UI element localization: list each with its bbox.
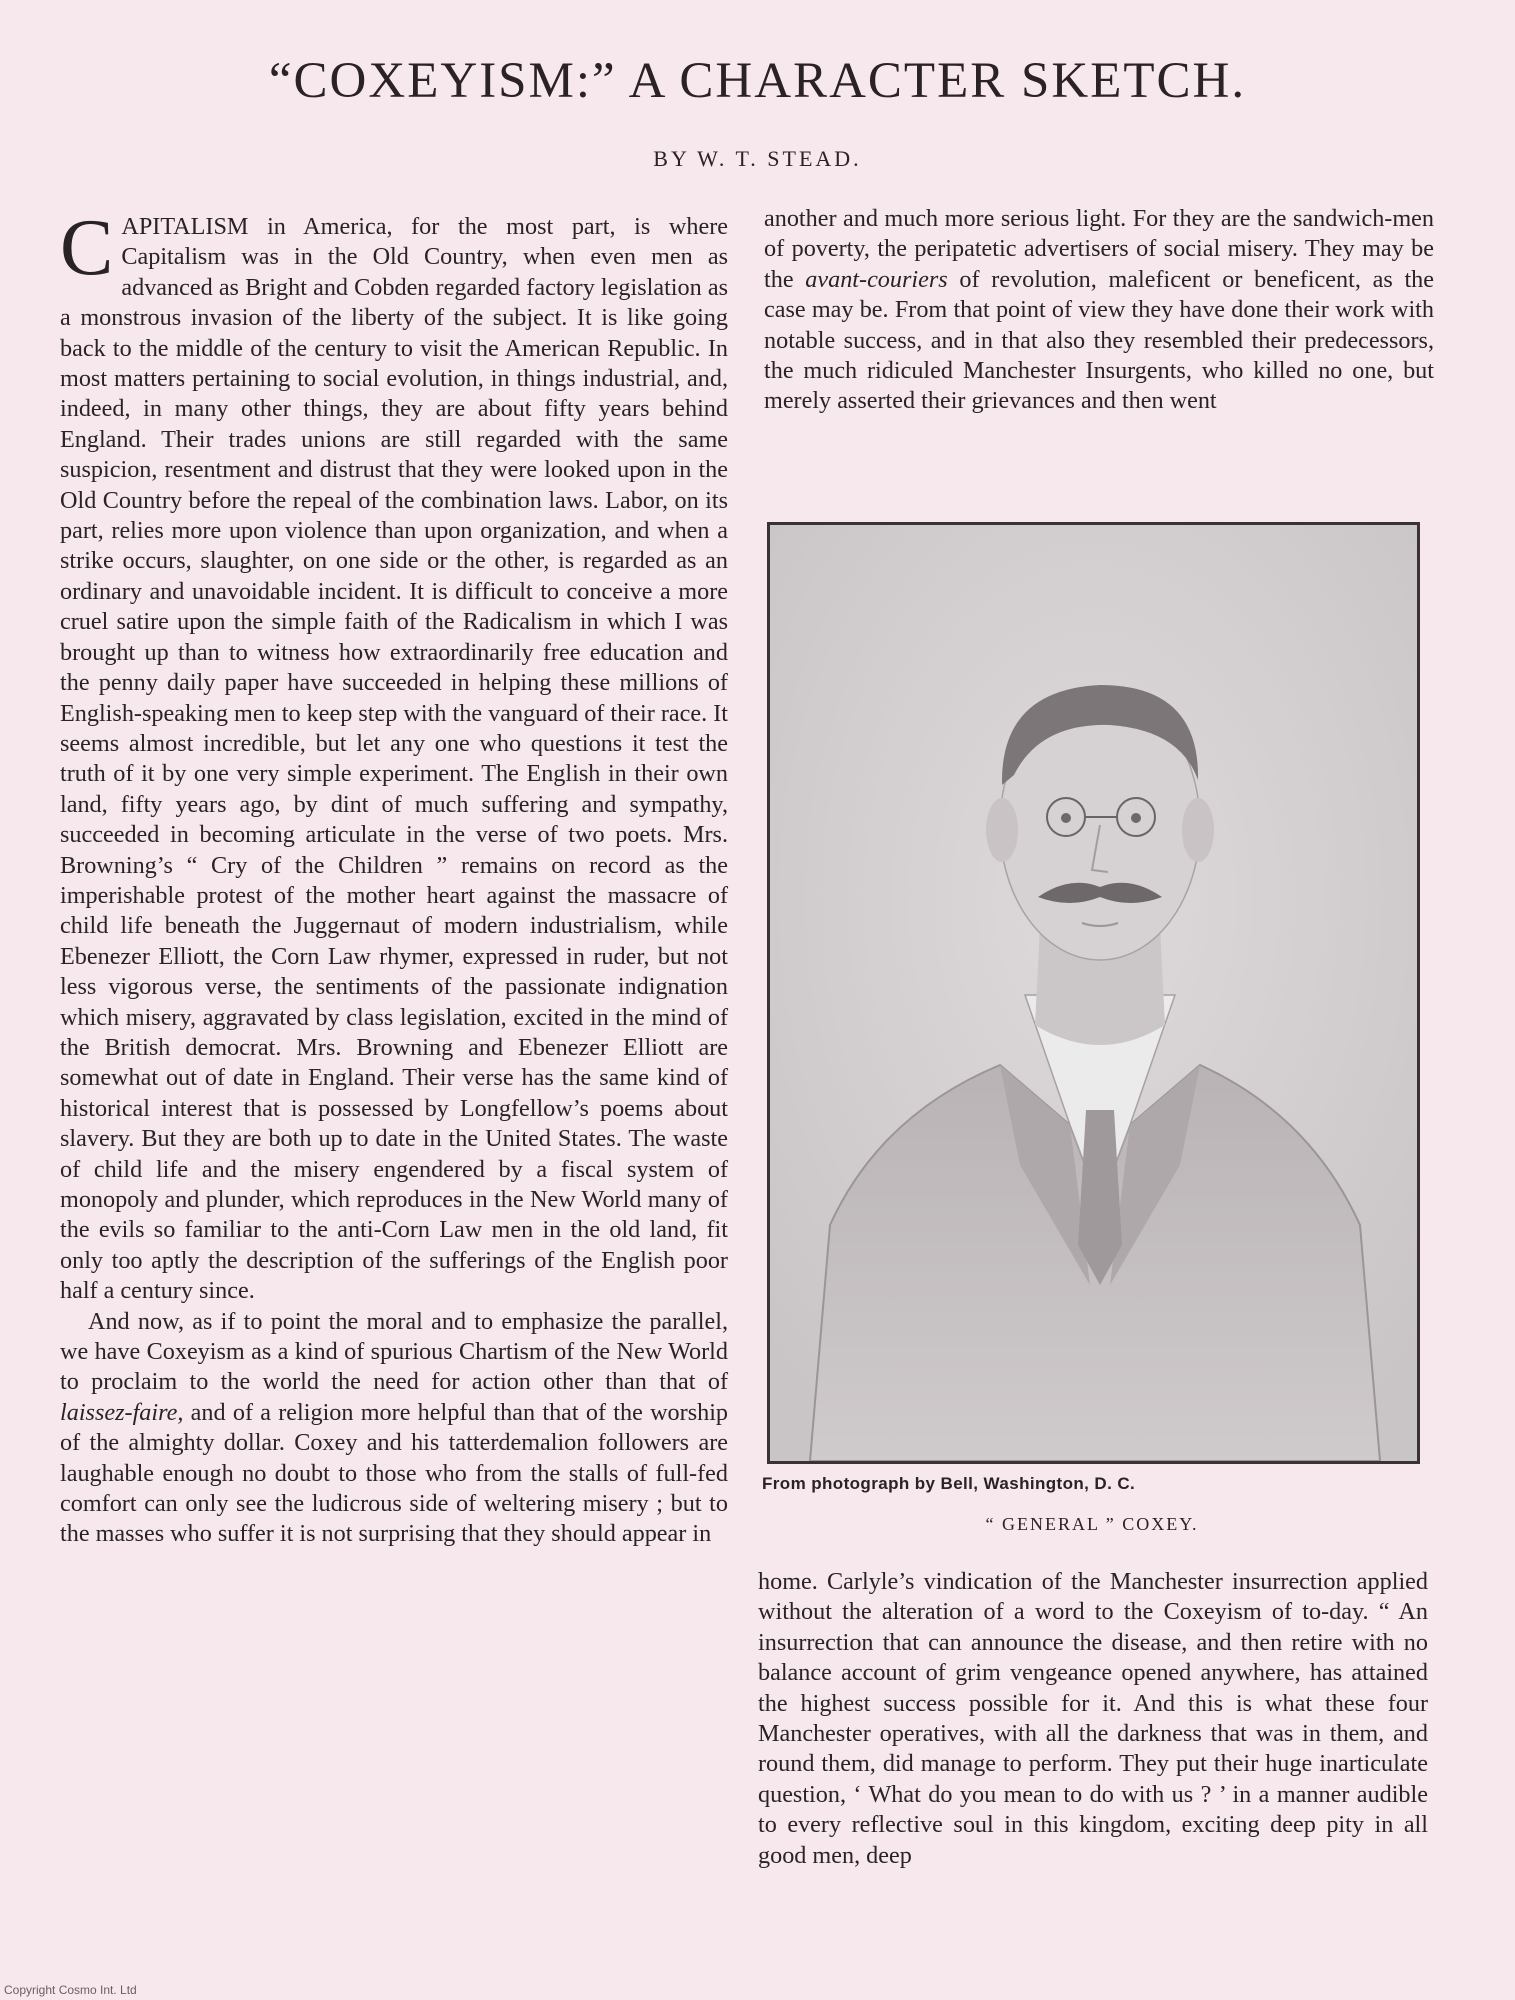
portrait-illustration	[770, 525, 1417, 1461]
article-byline: BY W. T. STEAD.	[653, 146, 862, 171]
paragraph-text: and of a religion more helpful than that of the worship of the almighty dollar. Coxey and his tatterdemalion followers are laughable enough no doubt to those who from the stalls of full-fed comfort can only see the ludicrous side of weltering misery ; but to the masses who suffer it is not surprising that they should appear in	[60, 1398, 729, 1548]
photo-caption: “ GENERAL ” COXEY.	[985, 1514, 1199, 1534]
drop-cap: C	[60, 204, 114, 292]
paragraph-text: And now, as if to point the moral and to emphasize the parallel, we have Coxeyism as a kind of spurious Chartism of the New World to proclaim to the world the need for action other than that of	[60, 1307, 728, 1396]
italic-phrase: avant-couriers	[805, 265, 948, 293]
article-title: “COXEYISM:” A CHARACTER SKETCH.	[268, 53, 1247, 109]
paragraph-text: another and much more serious light. For they are the sandwich-men of poverty, the peripatetic advertisers of social misery. They may be the	[764, 205, 1434, 293]
paragraph-text: of revolution, maleficent or beneficent, as the case may be. From that point of view they have done their work with notable success, and in that also they resembled their predecessors, the much ridiculed Manchester Insurgents, who killed no one, but merely asserted their grievances and then went	[764, 265, 1435, 415]
portrait-photo	[767, 522, 1420, 1464]
paragraph-text: APITALISM in America, for the most part, is where Capitalism was in the Old Country, when even men as advanced as Bright and Cobden regarded factory legislation as a monstrous invasion of the liberty of the subject. It is like going back to the middle of the century to visit the American Republic. In most matters pertaining to social evolution, in things industrial, and, indeed, in many other things, they are about fifty years behind England. Their trades unions are still regarded with the same suspicion, resentment and distrust that they were looked upon in the Old Country before the repeal of the combination laws. Labor, on its part, relies more upon violence than upon organization, and when a strike occurs, slaughter, on one side or the other, is regarded as an ordinary and unavoidable incident. It is difficult to conceive a more cruel satire upon the simple faith of the Radicalism in which I was brought up than to witness how extraordinarily free education and the penny daily paper have succeeded in helping these millions of English-speaking men to keep step with the vanguard of their race. It seems almost incredible, but let any one who questions it test the truth of it by one very simple experiment. The English in their own land, fifty years ago, by dint of much suffering and sympathy, succeeded in becoming articulate in the verse of two poets. Mrs. Browning’s “ Cry of the Children ” remains on record as the imperishable protest of the mother heart against the massacre of child life beneath the Juggernaut of modern industrialism, while Ebenezer Elliott, the Corn Law rhymer, expressed in ruder, but not less vigorous verse, the sentiments of the passionate indignation which misery, aggravated by class legislation, excited in the mind of the British democrat. Mrs. Browning and Ebenezer Elliott are somewhat out of date in England. Their verse has the same kind of historical interest that is possessed by Longfellow’s poems about slavery. But they are both up to date in the United States. The waste of child life and the misery engendered by a fiscal system of monopoly and plunder, which reproduces in the New World many of the evils so familiar to the anti-Corn Law men in the old land, fit only too aptly the description of the sufferings of the English poor half a century since.	[60, 213, 728, 1305]
paragraph	[764, 204, 1434, 417]
paragraph-text: home. Carlyle’s vindication of the Manchester insurrection applied without the alteration of a word to the Coxeyism of to-day. “ An insurrection that can announce the disease, and then retire with no balance account of grim vengeance opened anywhere, has attained the highest success possible for it. And this is what these four Manchester operatives, with all the darkness that was in them, and round them, did manage to perform. They put their huge inarticulate question, ‘ What do you mean to do with us ? ’ in a manner audible to every reflective soul in this kingdom, exciting deep pity in all good men, deep	[758, 1568, 1428, 1869]
italic-phrase: laissez-faire,	[60, 1398, 184, 1426]
right-column-top	[764, 204, 1434, 417]
right-column-bottom	[758, 1567, 1428, 1871]
photo-credit: From photograph by Bell, Washington, D. C.	[762, 1474, 1136, 1493]
copyright-notice: Copyright Cosmo Int. Ltd	[4, 1983, 137, 1997]
left-column	[60, 204, 729, 1550]
paragraph	[758, 1567, 1428, 1871]
paragraph	[60, 204, 728, 1307]
paragraph	[60, 1307, 728, 1550]
